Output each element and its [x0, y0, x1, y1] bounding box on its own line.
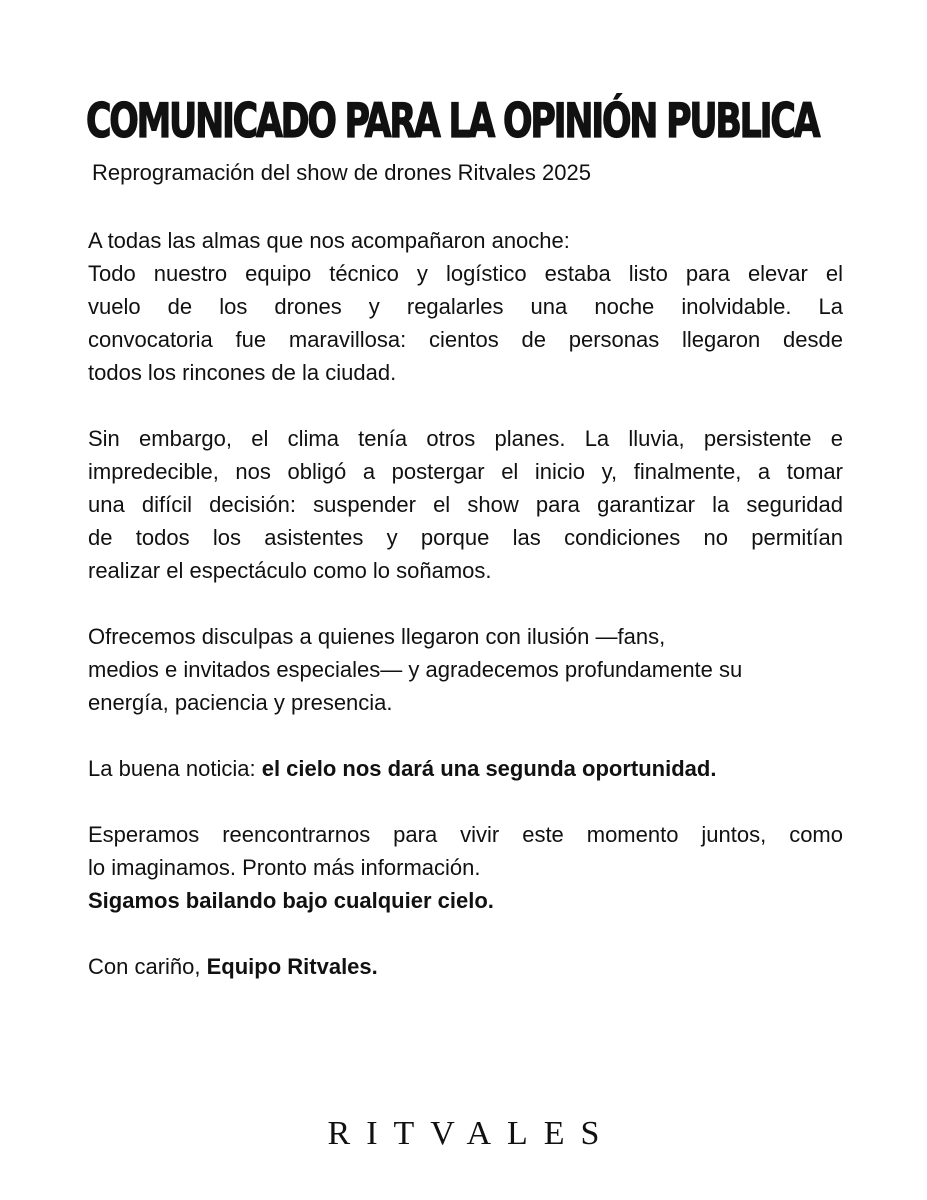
signoff-line [88, 950, 843, 983]
paragraph-closing-line-2: lo imaginamos. Pronto más información. [88, 855, 481, 880]
signoff-signature: Equipo Ritvales. [206, 954, 378, 979]
ritvales-logo: RITVALES [327, 1115, 616, 1152]
good-news-highlight: el cielo nos dará una segunda oportunidad. [261, 756, 717, 781]
paragraph-good-news [88, 752, 843, 785]
paragraph-intro-line-3: convocatoria fue maravillosa: cientos de personas llegaron desde [88, 327, 843, 352]
paragraph-apology-line-3: energía, paciencia y presencia. [88, 690, 393, 715]
paragraph-weather-line-3: una difícil decisión: suspender el show para garantizar la seguridad [88, 492, 843, 517]
page-subtitle: Reprogramación del show de drones Ritvales 2025 [92, 160, 591, 185]
paragraph-apology [88, 620, 843, 719]
page-title: COMUNICADO PARA LA OPINIÓN PUBLICA [86, 94, 819, 149]
paragraph-signoff [88, 950, 843, 983]
paragraph-apology-line-2: medios e invitados especiales— y agradecemos profundamente su [88, 657, 743, 682]
paragraph-weather-line-5: realizar el espectáculo como lo soñamos. [88, 558, 492, 583]
statement-body [88, 224, 843, 1016]
paragraph-closing [88, 818, 843, 917]
paragraph-weather-line-1: Sin embargo, el clima tenía otros planes. La lluvia, persistente e [88, 426, 843, 451]
paragraph-intro [88, 224, 843, 389]
paragraph-intro-line-2: vuelo de los drones y regalarles una noche inolvidable. La [88, 294, 843, 319]
paragraph-weather-line-2: impredecible, nos obligó a postergar el inicio y, finalmente, a tomar [88, 459, 843, 484]
paragraph-intro-line-4: todos los rincones de la ciudad. [88, 360, 397, 385]
paragraph-closing-line-1: Esperamos reencontrarnos para vivir este momento juntos, como [88, 822, 843, 847]
paragraph-weather [88, 422, 843, 587]
paragraph-apology-line-1: Ofrecemos disculpas a quienes llegaron con ilusión —fans, [88, 624, 666, 649]
good-news-line [88, 752, 843, 785]
signoff-lead: Con cariño, [88, 954, 207, 979]
good-news-lead: La buena noticia: [88, 756, 262, 781]
paragraph-weather-line-4: de todos los asistentes y porque las condiciones no permitían [88, 525, 843, 550]
greeting: A todas las almas que nos acompañaron anoche: [88, 228, 570, 253]
closing-slogan: Sigamos bailando bajo cualquier cielo. [88, 888, 494, 913]
paragraph-intro-line-1: Todo nuestro equipo técnico y logístico estaba listo para elevar el [88, 261, 843, 286]
